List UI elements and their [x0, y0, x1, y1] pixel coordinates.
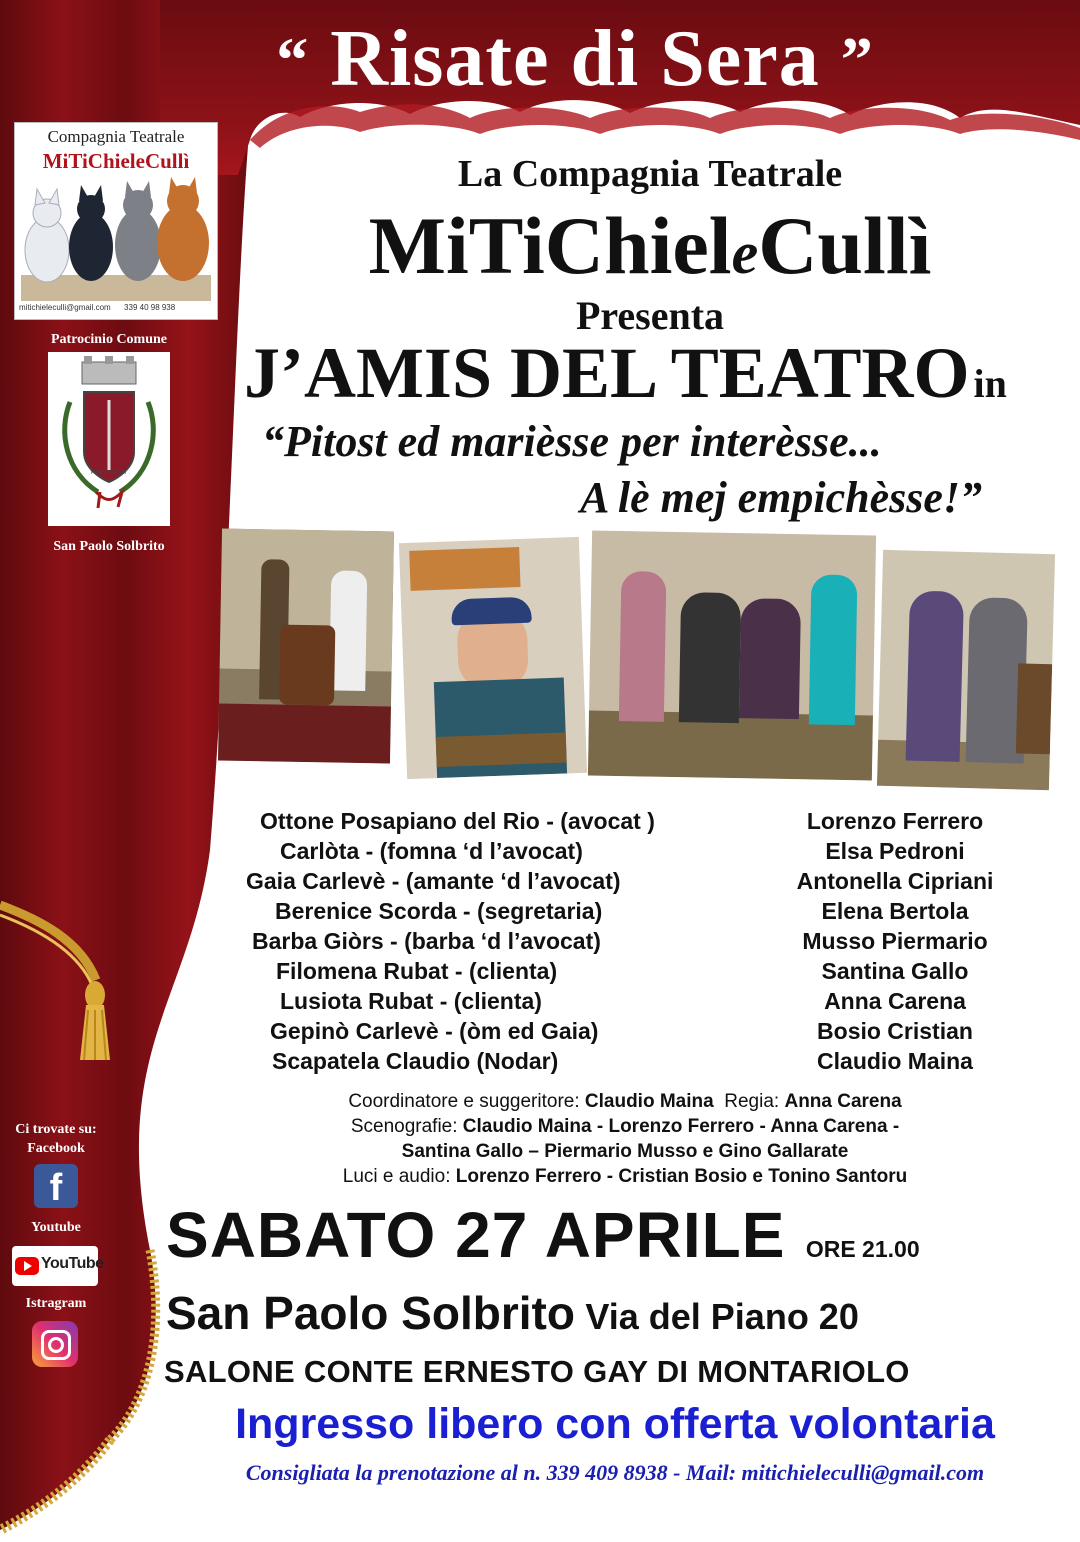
- cast-role: Carlòta - (fomna ‘d l’avocat): [280, 838, 583, 864]
- instagram-icon[interactable]: [32, 1321, 78, 1367]
- luci-label: Luci e audio:: [342, 1166, 451, 1187]
- cast-actor: Bosio Cristian: [817, 1018, 973, 1044]
- facebook-icon[interactable]: f: [34, 1164, 78, 1208]
- cast-actor: Musso Piermario: [802, 928, 988, 954]
- crest-icon: [48, 352, 170, 526]
- title-quote-close: ”: [840, 24, 874, 95]
- event-location-line: [166, 1286, 1066, 1340]
- cast-actor: Anna Carena: [824, 988, 966, 1014]
- title-text: Risate di Sera: [330, 15, 820, 103]
- town-crest: [48, 352, 170, 526]
- credits-line-coordination: [250, 1089, 1000, 1114]
- cast-role: Ottone Posapiano del Rio - (avocat ): [260, 808, 655, 834]
- cast-list: [240, 806, 1060, 1086]
- cast-actor: Claudio Maina: [817, 1048, 973, 1074]
- cast-role: Scapatela Claudio (Nodar): [272, 1048, 559, 1074]
- coord-label: Coordinatore e suggeritore:: [348, 1091, 580, 1112]
- youtube-badge-text: YouTube: [41, 1255, 104, 1272]
- presents-label: Presenta: [575, 293, 725, 338]
- town-label: San Paolo Solbrito: [53, 539, 165, 554]
- company-name-part2: Cullì: [758, 200, 932, 291]
- company-logo: [14, 122, 218, 320]
- company-name-part1: MiTiChiel: [368, 200, 732, 291]
- logo-company-name: MiTiChieleCullì: [42, 149, 190, 173]
- event-venue: SALONE CONTE ERNESTO GAY DI MONTARIOLO: [164, 1354, 910, 1389]
- group-name: J’AMIS DEL TEATRO: [244, 333, 970, 413]
- scene-photo-3: [588, 531, 876, 781]
- logo-email: mitichieleculli@gmail.com: [19, 303, 111, 312]
- cast-actor: Lorenzo Ferrero: [806, 808, 984, 834]
- facebook-label: Facebook: [27, 1141, 85, 1156]
- company-line: La Compagnia Teatrale: [457, 153, 843, 195]
- scene-photo-2: [399, 537, 587, 779]
- cast-role: Gaia Carlevè - (amante ‘d l’avocat): [246, 868, 621, 894]
- group-line: [244, 332, 1074, 415]
- company-name-e: e: [731, 220, 759, 286]
- play-title-line1: “Pitost ed marièsse per interèsse...: [262, 417, 882, 466]
- sceno-names-2: Santina Gallo – Piermario Musso e Gino Gallarate: [401, 1141, 849, 1162]
- cats-icon: [21, 175, 211, 301]
- cast-actor: Elsa Pedroni: [825, 838, 965, 864]
- event-date: SABATO 27 APRILE: [166, 1199, 786, 1271]
- sceno-names-1: Claudio Maina - Lorenzo Ferrero - Anna Carena -: [462, 1116, 900, 1137]
- event-entry: Ingresso libero con offerta volontaria: [235, 1400, 995, 1448]
- play-title-line2: A lè mej empichèsse!”: [580, 473, 983, 522]
- poster-title: [150, 12, 1000, 107]
- crest-motto: PIDEM SERVAT: [90, 470, 128, 476]
- event-booking: Consigliata la prenotazione al n. 339 409 8938 - Mail: mitichieleculli@gmail.com: [245, 1460, 985, 1485]
- credits: [250, 1089, 1000, 1189]
- luci-names: Lorenzo Ferrero - Cristian Bosio e Tonino Santoru: [455, 1166, 908, 1187]
- cast-actor: Elena Bertola: [821, 898, 969, 924]
- scene-photo-4: [877, 550, 1055, 790]
- cast-role: Filomena Rubat - (clienta): [276, 958, 558, 984]
- cast-actor: Santina Gallo: [821, 958, 969, 984]
- youtube-label: Youtube: [31, 1220, 81, 1235]
- company-name: [250, 198, 1050, 301]
- credits-line-sceno: [250, 1114, 1000, 1139]
- logo-caption: Compagnia Teatrale: [47, 127, 185, 146]
- regia-label: Regia:: [724, 1091, 780, 1112]
- cast-actor: Antonella Cipriani: [796, 868, 994, 894]
- cast-role: Barba Giòrs - (barba ‘d l’avocat): [252, 928, 601, 954]
- regia-name: Anna Carena: [784, 1091, 902, 1112]
- instagram-label: Istragram: [25, 1296, 87, 1311]
- event-address: Via del Piano 20: [585, 1296, 859, 1337]
- youtube-play-icon: [15, 1257, 39, 1275]
- logo-phone: 339 40 98 938: [124, 303, 176, 312]
- coord-name: Claudio Maina: [584, 1091, 714, 1112]
- cast-role: Berenice Scorda - (segretaria): [275, 898, 603, 924]
- logo-contacts: [19, 303, 213, 315]
- credits-line-sceno-2: [250, 1139, 1000, 1164]
- youtube-icon[interactable]: [12, 1246, 104, 1286]
- event-date-line: [166, 1198, 1066, 1272]
- event-time: ORE 21.00: [805, 1236, 920, 1262]
- cast-role: Lusiota Rubat - (clienta): [280, 988, 542, 1014]
- group-in: in: [973, 361, 1007, 406]
- title-quote-open: “: [276, 24, 310, 95]
- social-heading: Ci trovate su:: [15, 1122, 97, 1137]
- credits-line-lights: [250, 1164, 1000, 1189]
- sceno-label: Scenografie:: [350, 1116, 458, 1137]
- cast-role: Gepinò Carlevè - (òm ed Gaia): [270, 1018, 599, 1044]
- patronage-label: Patrocinio Comune: [50, 332, 167, 347]
- event-town: San Paolo Solbrito: [166, 1287, 575, 1339]
- scene-photo-1: [218, 529, 394, 764]
